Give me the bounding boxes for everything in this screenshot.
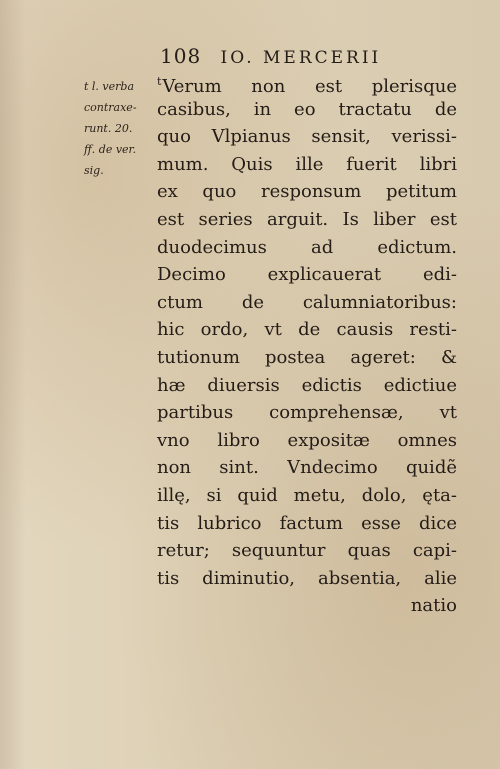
text-line	[157, 68, 457, 96]
text-line: illę, si quid metu, dolo, ęta-	[157, 484, 457, 506]
text-line: tutionum postea ageret: &	[157, 346, 457, 368]
text-line: casibus, in eo tractatu de	[157, 98, 457, 120]
text-line: partibus comprehensæ, vt	[157, 402, 457, 424]
reference-mark: t	[157, 75, 162, 88]
running-head	[160, 44, 460, 68]
text-line: hæ diuersis edictis edictiue	[157, 374, 457, 396]
running-title: IO. MERCERII	[220, 48, 382, 68]
text-line: duodecimus ad edictum.	[157, 236, 457, 258]
margin-note-line: sig.	[84, 164, 104, 177]
text-line: Decimo explicauerat edi-	[157, 264, 457, 286]
text-line: hic ordo, vt de causis resti-	[157, 319, 457, 341]
catchword: natio	[410, 595, 457, 617]
text-line: tis diminutio, absentia, alie	[157, 567, 457, 589]
margin-note-line: ff. de ver.	[84, 143, 137, 156]
text-line-content: Verum non est plerisque	[162, 76, 457, 97]
margin-note-line: contraxe-	[84, 101, 137, 114]
text-line: vno libro expositæ omnes	[157, 429, 457, 451]
text-line: est series arguit. Is liber est	[157, 208, 457, 230]
page-number: 108	[160, 44, 202, 68]
margin-note-line: t l. verba	[84, 80, 135, 93]
text-line: ctum de calumniatoribus:	[157, 291, 457, 313]
text-line: mum. Quis ille fuerit libri	[157, 153, 457, 175]
text-line: ex quo responsum petitum	[157, 181, 457, 203]
margin-note	[84, 76, 158, 181]
text-line: retur; sequuntur quas capi-	[157, 540, 457, 562]
text-line: quo Vlpianus sensit, verissi-	[157, 126, 457, 148]
body-text	[157, 68, 457, 620]
margin-note-line: runt. 20.	[84, 122, 133, 135]
text-line: tis lubrico factum esse dice	[157, 512, 457, 534]
text-line: non sint. Vndecimo quidẽ	[157, 457, 457, 479]
